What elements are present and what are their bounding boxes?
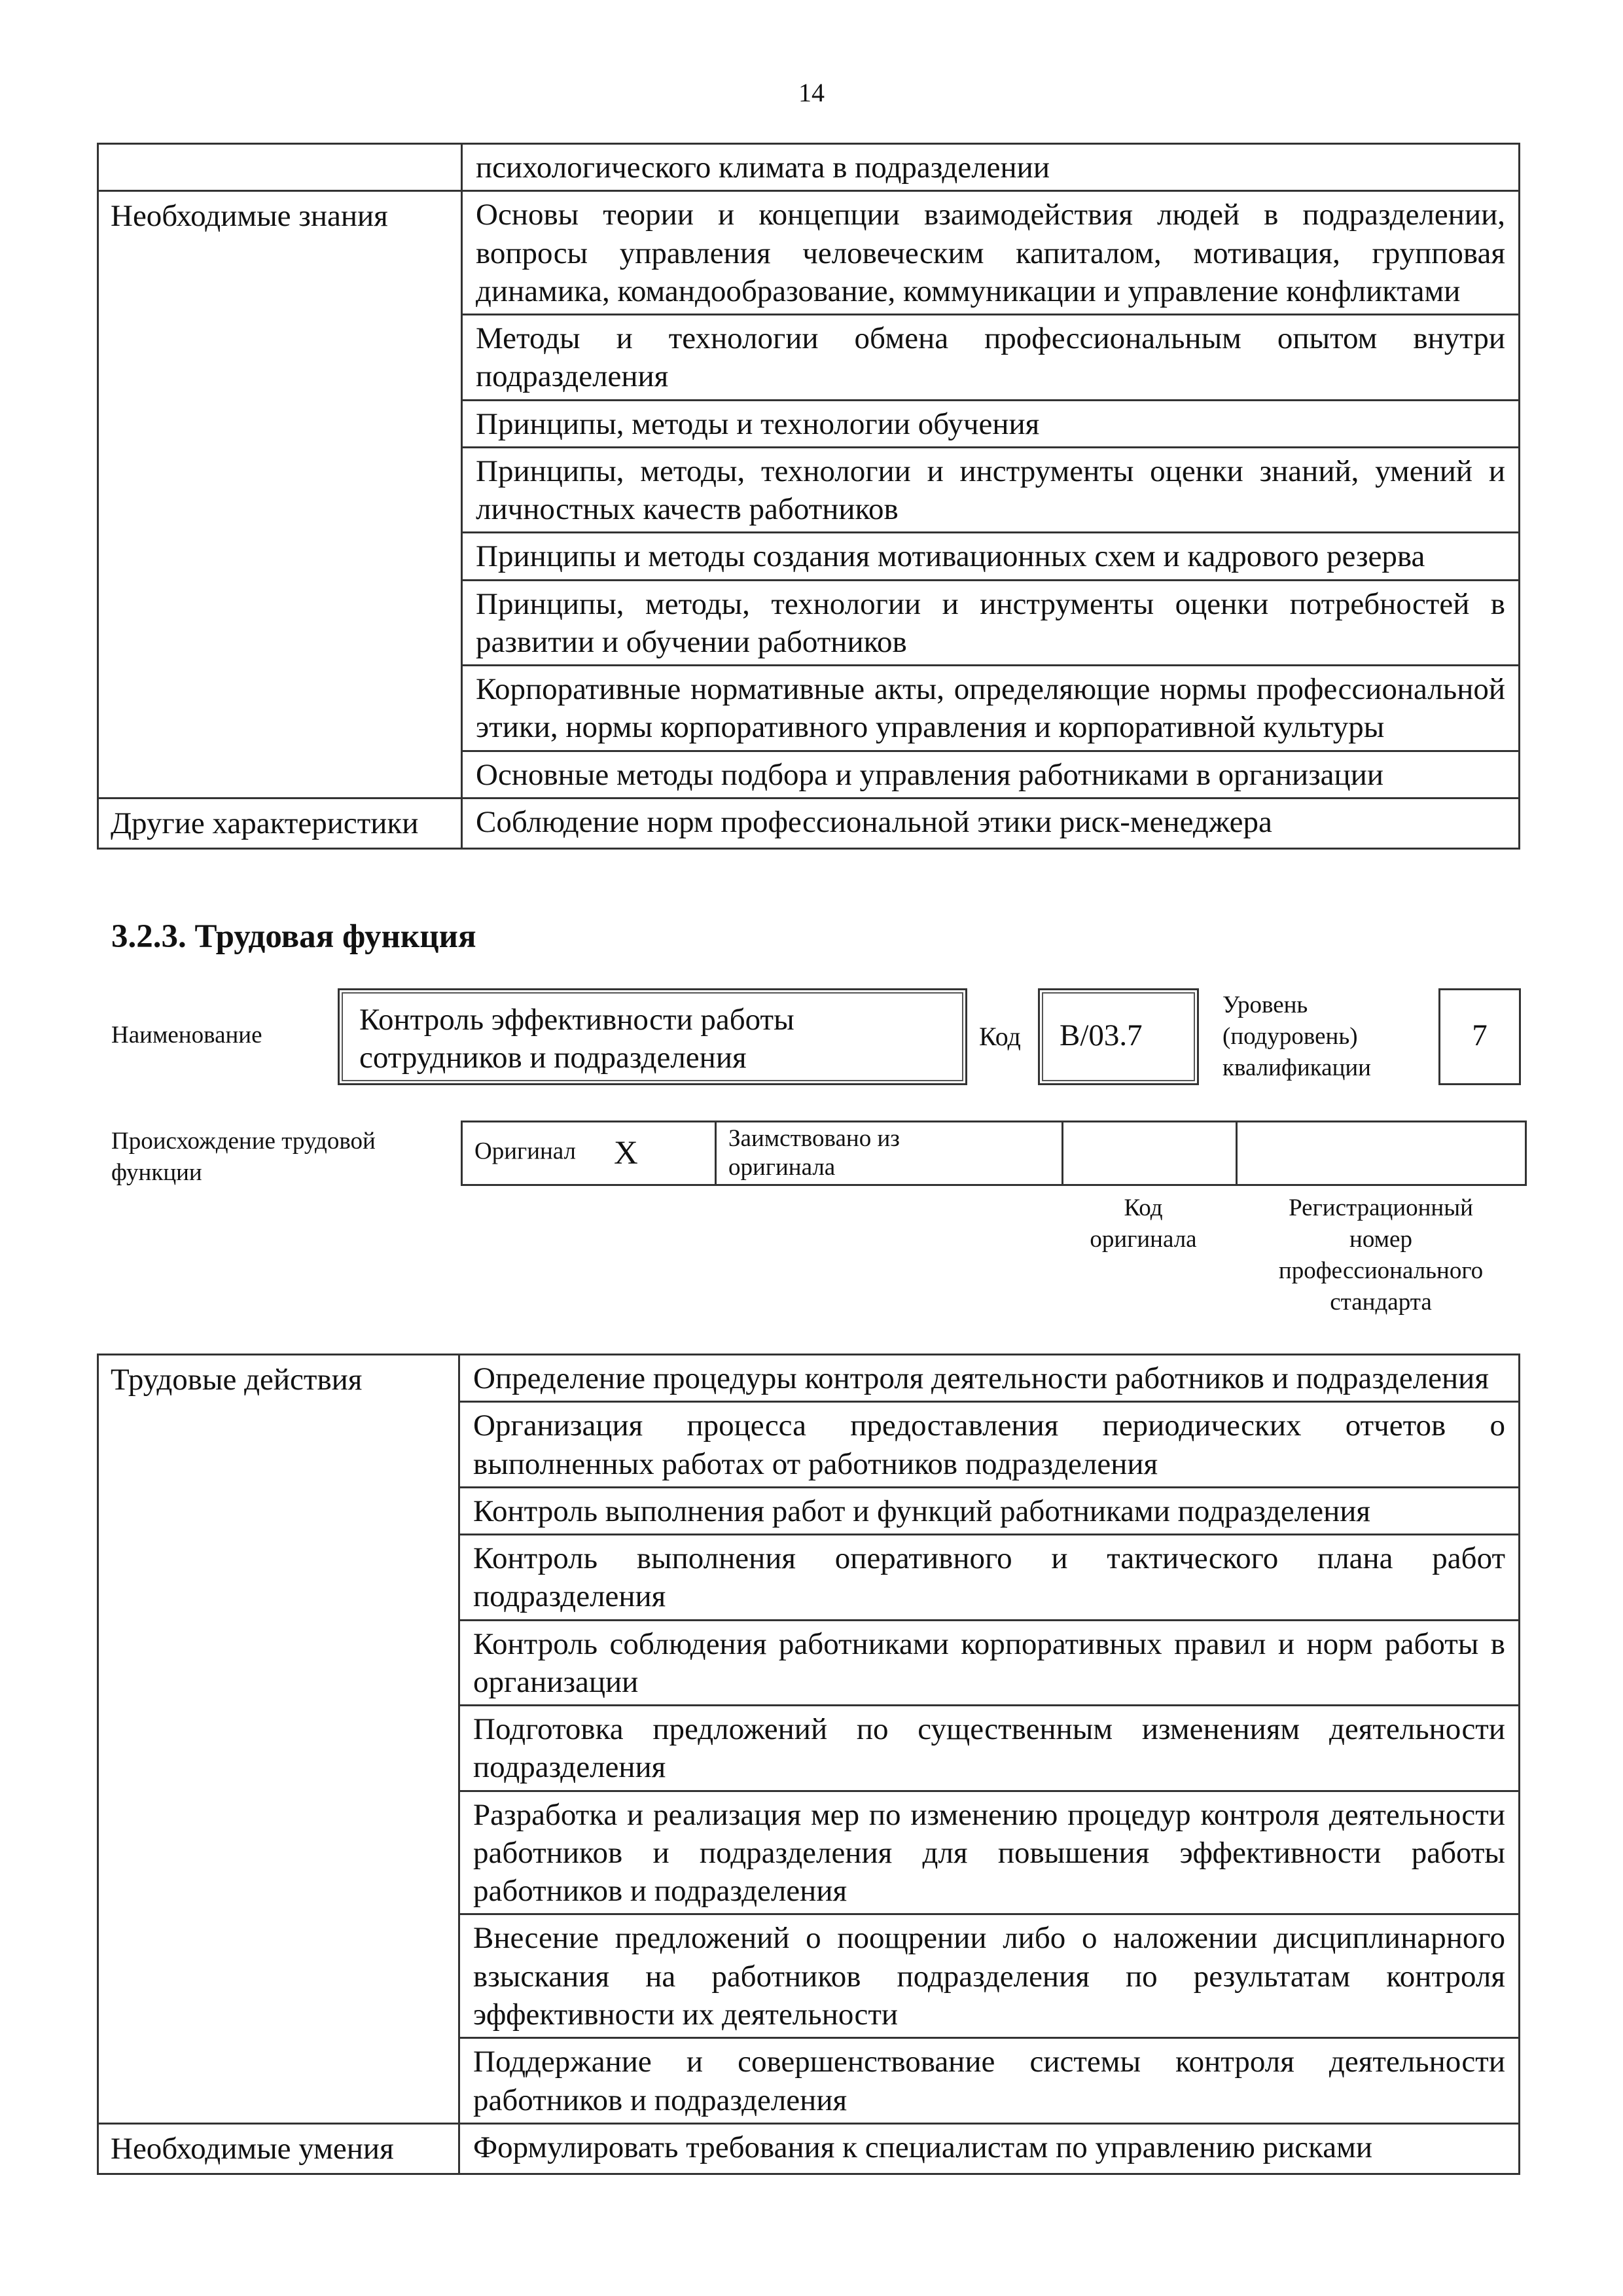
knowledge-label: Необходимые знания [98,191,462,798]
skills-label: Необходимые умения [98,2123,459,2174]
knowledge-item: Основы теории и концепции взаимодействия людей в подразделении, вопросы управления человеческим капиталом, мотивация, групповая динамика, командообразование, коммуникации и управление конфликтами [462,191,1520,315]
table-row [98,798,1520,848]
action-item: Контроль соблюдения работниками корпоративных правил и норм работы в организации [459,1620,1520,1706]
table-row [98,1355,1520,1402]
other-label: Другие характеристики [98,798,462,848]
actions-label: Трудовые действия [98,1355,459,2124]
registration-number-cell [1237,1122,1526,1185]
knowledge-item: Принципы, методы, технологии и инструменты оценки знаний, умений и личностных качеств работников [462,447,1520,533]
level-box [1438,988,1521,1085]
original-label: Оригинал [474,1138,577,1165]
knowledge-item: Принципы, методы, технологии и инструменты оценки потребностей в развитии и обучении работников [462,580,1520,666]
actions-table [97,1354,1520,2175]
skill-item: Формулировать требования к специалистам по управлению рисками [459,2123,1520,2174]
function-name-line: Контроль эффективности работы [359,1003,794,1037]
action-item: Определение процедуры контроля деятельности работников и подразделения [459,1355,1520,1402]
action-item: Контроль выполнения оперативного и тактического плана работ подразделения [459,1535,1520,1621]
original-mark: X [614,1135,638,1172]
knowledge-item: Принципы, методы и технологии обучения [462,400,1520,447]
original-cell [462,1122,716,1185]
level-label: Уровень (подуровень) квалификации [1222,992,1371,1081]
level-value: 7 [1472,1018,1488,1052]
code-caption: Код оригинала [1090,1194,1197,1253]
origin-table [461,1121,1527,1186]
knowledge-item: Принципы и методы создания мотивационных схем и кадрового резерва [462,533,1520,580]
knowledge-table [97,143,1520,850]
code-label: Код [979,1022,1021,1051]
function-name-line: сотрудников и подразделения [359,1041,747,1075]
page-number: 14 [798,78,825,107]
action-item: Контроль выполнения работ и функций работниками подразделения [459,1487,1520,1534]
table-row [462,1122,1526,1185]
section-title: 3.2.3. Трудовая функция [111,918,476,955]
table-row [98,2123,1520,2174]
registration-caption: Регистрационный номер профессионального стандарта [1278,1194,1484,1316]
name-label: Наименование [111,1022,262,1049]
action-item: Разработка и реализация мер по изменению процедур контроля деятельности работников и подразделения для повышения эффективности работы работников и подразделения [459,1791,1520,1914]
function-code: B/03.7 [1060,1018,1143,1052]
continuation-cell: психологического климата в подразделении [462,144,1520,191]
action-item: Организация процесса предоставления периодических отчетов о выполненных работах от работников подразделения [459,1402,1520,1488]
action-item: Поддержание и совершенствование системы контроля деятельности работников и подразделения [459,2038,1520,2124]
knowledge-item: Основные методы подбора и управления работниками в организации [462,751,1520,798]
table-row [98,191,1520,315]
other-value: Соблюдение норм профессиональной этики риск-менеджера [462,798,1520,848]
borrowed-cell: Заимствовано из оригинала [716,1122,1063,1185]
origin-label: Происхождение трудовой функции [111,1128,376,1186]
knowledge-item: Корпоративные нормативные акты, определяющие нормы профессиональной этики, нормы корпоративного управления и корпоративной культуры [462,666,1520,751]
knowledge-item: Методы и технологии обмена профессиональным опытом внутри подразделения [462,315,1520,401]
table-row [98,144,1520,191]
function-name-box [338,988,967,1085]
action-item: Внесение предложений о поощрении либо о наложении дисциплинарного взыскания на работников подразделения по результатам контроля эффективности их деятельности [459,1914,1520,2038]
function-code-box [1038,988,1199,1085]
action-item: Подготовка предложений по существенным изменениям деятельности подразделения [459,1706,1520,1791]
original-code-cell [1063,1122,1237,1185]
